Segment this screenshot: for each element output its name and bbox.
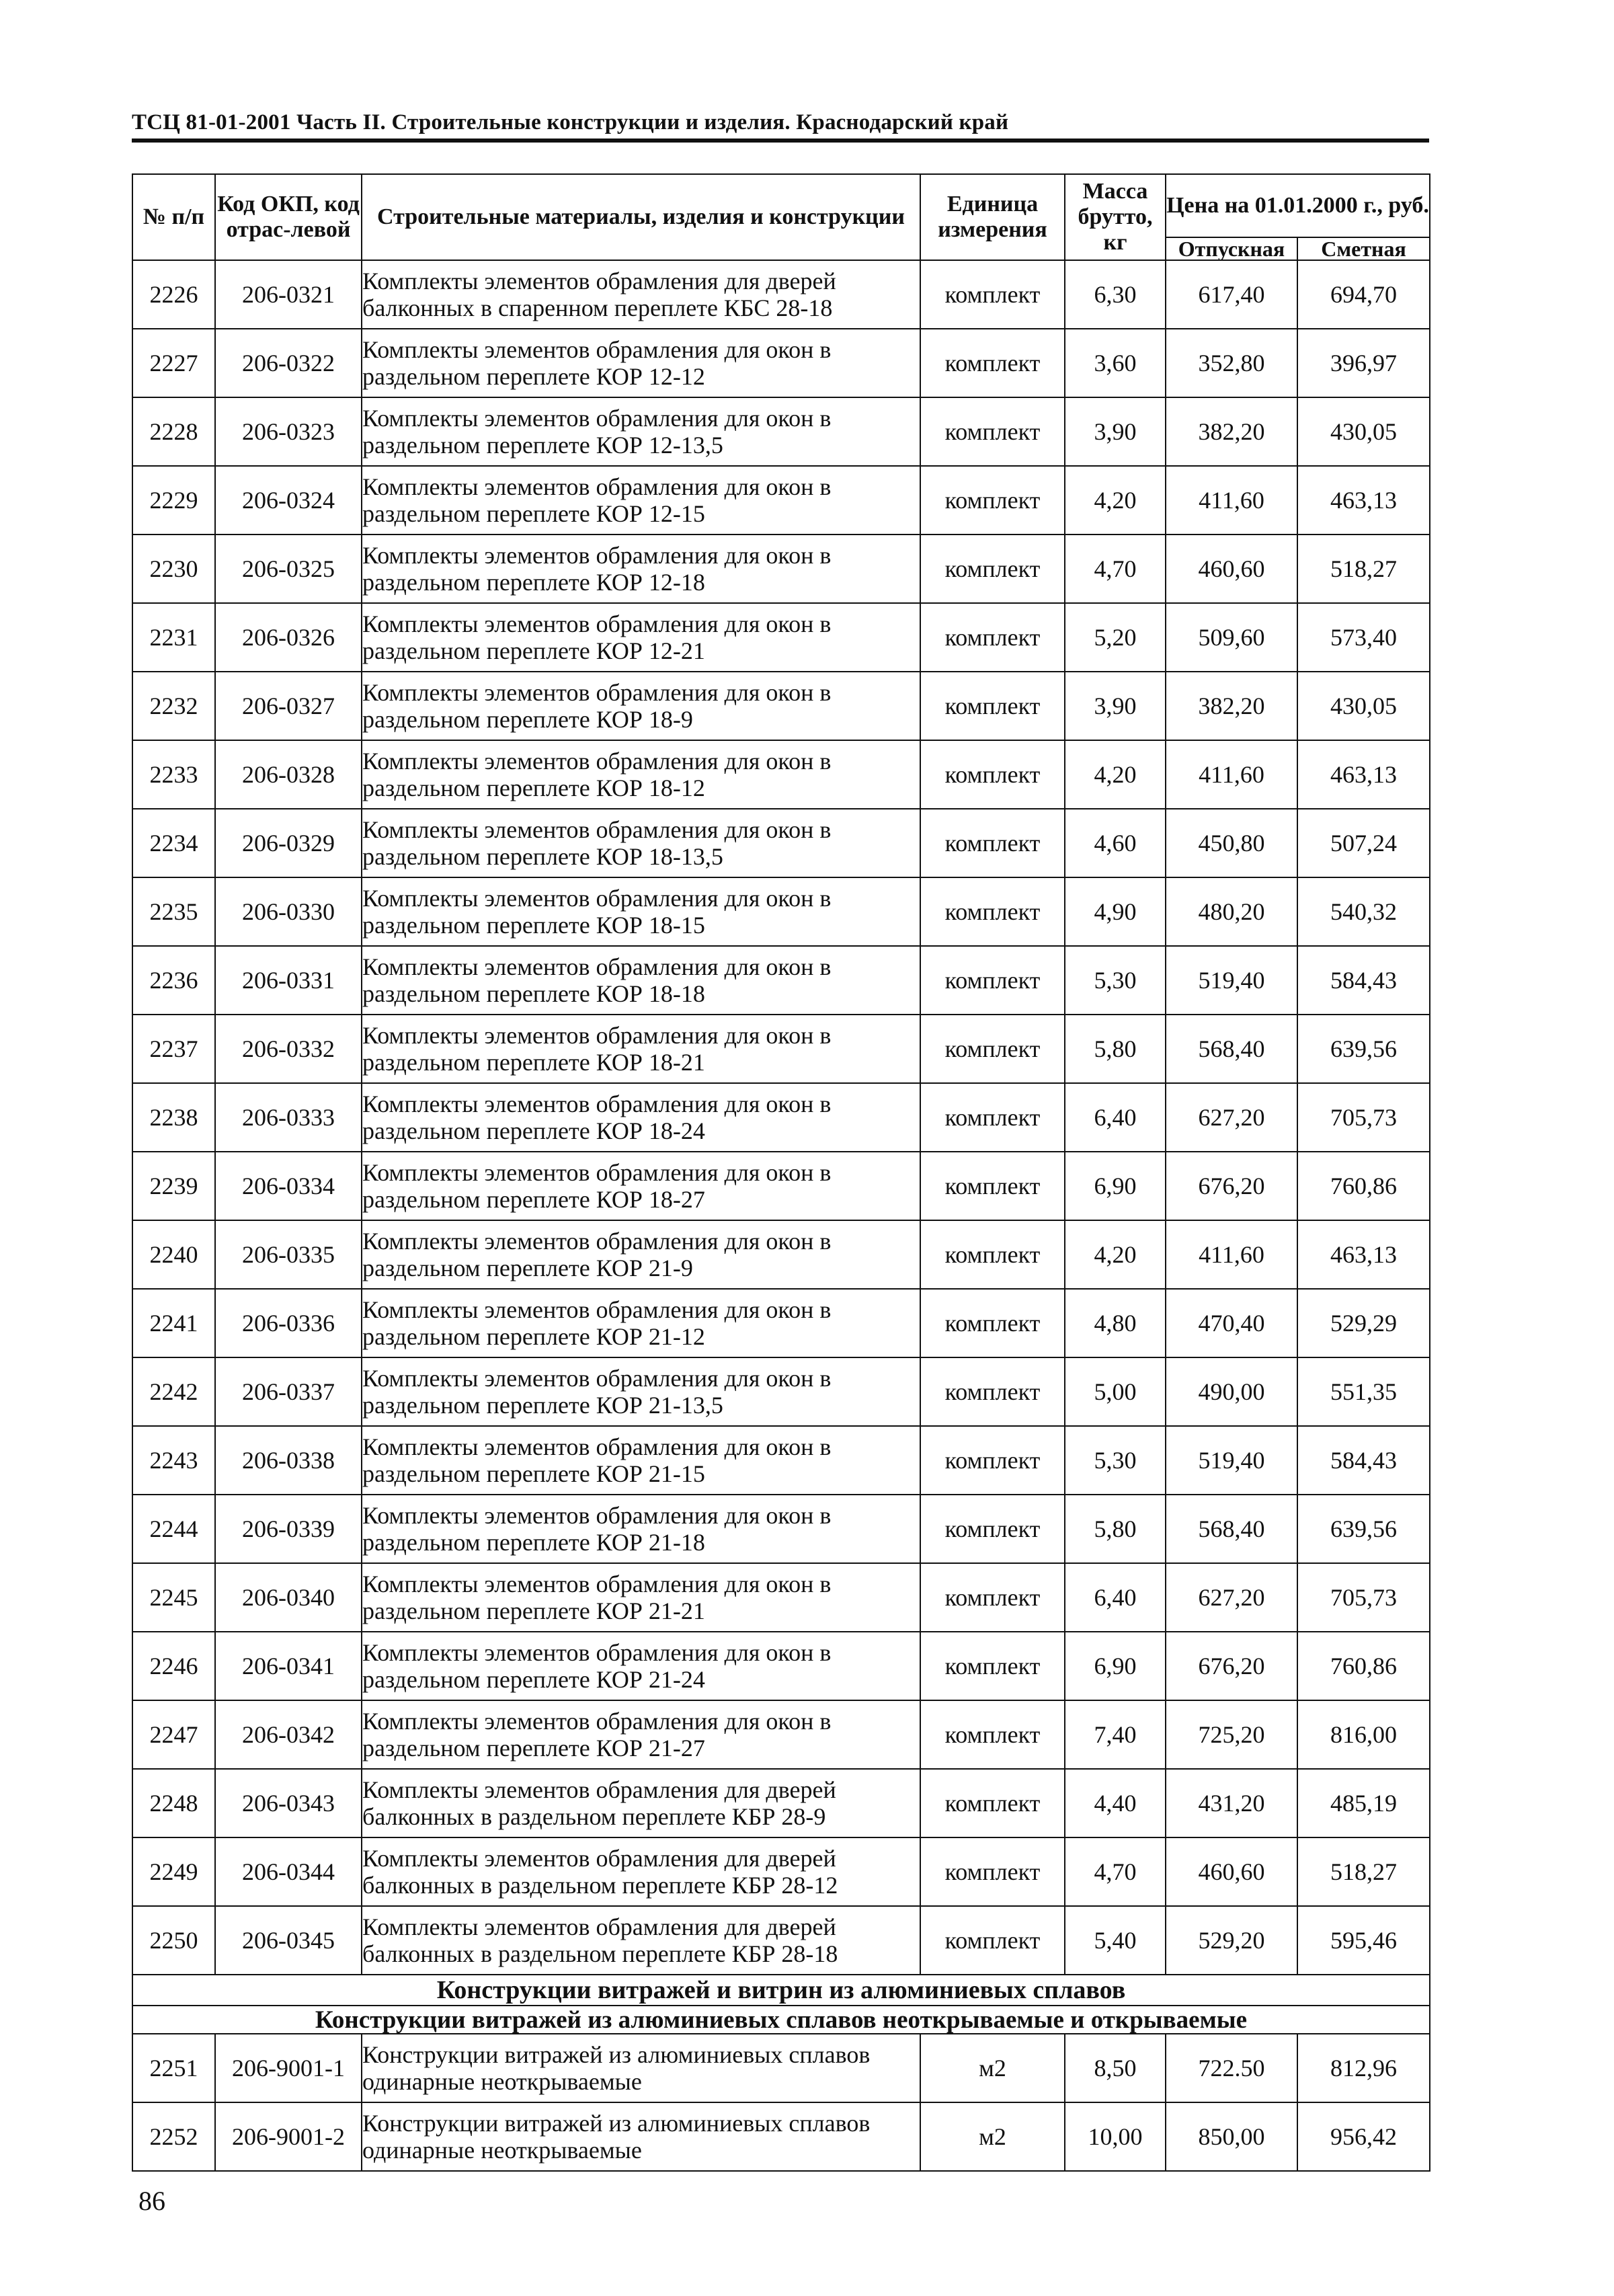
row-unit: комплект xyxy=(920,1632,1065,1700)
row-code: 206-0323 xyxy=(215,397,362,466)
row-mass: 3,90 xyxy=(1065,672,1166,740)
row-code: 206-0333 xyxy=(215,1083,362,1152)
row-mass: 5,80 xyxy=(1065,1495,1166,1563)
row-mass: 7,40 xyxy=(1065,1700,1166,1769)
col-header-release-price: Отпускная xyxy=(1166,237,1297,260)
row-code: 206-0324 xyxy=(215,466,362,535)
row-estimate-price: 551,35 xyxy=(1297,1357,1430,1426)
row-estimate-price: 463,13 xyxy=(1297,1220,1430,1289)
subsection-title: Конструкции витражей из алюминиевых сплавов неоткрываемые и открываемые xyxy=(132,2006,1430,2034)
row-unit: комплект xyxy=(920,397,1065,466)
row-code: 206-0341 xyxy=(215,1632,362,1700)
col-header-num: № п/п xyxy=(132,174,215,260)
row-estimate-price: 430,05 xyxy=(1297,672,1430,740)
row-code: 206-0325 xyxy=(215,535,362,603)
row-number: 2238 xyxy=(132,1083,215,1152)
row-code: 206-9001-2 xyxy=(215,2102,362,2171)
row-number: 2230 xyxy=(132,535,215,603)
row-name: Комплекты элементов обрамления для окон в раздельном переплете КОР 21-12 xyxy=(362,1289,920,1357)
row-name: Конструкции витражей из алюминиевых сплавов одинарные неоткрываемые xyxy=(362,2102,920,2171)
row-mass: 4,20 xyxy=(1065,1220,1166,1289)
row-number: 2251 xyxy=(132,2034,215,2102)
row-unit: комплект xyxy=(920,1015,1065,1083)
row-release-price: 431,20 xyxy=(1166,1769,1297,1837)
row-estimate-price: 518,27 xyxy=(1297,1837,1430,1906)
row-mass: 4,80 xyxy=(1065,1289,1166,1357)
row-unit: комплект xyxy=(920,1357,1065,1426)
row-unit: комплект xyxy=(920,1700,1065,1769)
row-code: 206-0338 xyxy=(215,1426,362,1495)
row-unit: комплект xyxy=(920,1906,1065,1975)
table-row xyxy=(132,1083,1430,1152)
table-row xyxy=(132,1700,1430,1769)
table-row xyxy=(132,1632,1430,1700)
row-mass: 5,00 xyxy=(1065,1357,1166,1426)
row-name: Комплекты элементов обрамления для окон в раздельном переплете КОР 21-9 xyxy=(362,1220,920,1289)
row-unit: комплект xyxy=(920,1152,1065,1220)
col-header-code: Код ОКП, код отрас-левой xyxy=(215,174,362,260)
row-estimate-price: 639,56 xyxy=(1297,1495,1430,1563)
row-mass: 6,40 xyxy=(1065,1563,1166,1632)
table-row xyxy=(132,809,1430,877)
table-row xyxy=(132,1152,1430,1220)
row-estimate-price: 956,42 xyxy=(1297,2102,1430,2171)
row-estimate-price: 816,00 xyxy=(1297,1700,1430,1769)
row-release-price: 568,40 xyxy=(1166,1015,1297,1083)
row-release-price: 382,20 xyxy=(1166,672,1297,740)
row-name: Комплекты элементов обрамления для окон в раздельном переплете КОР 21-18 xyxy=(362,1495,920,1563)
row-mass: 4,40 xyxy=(1065,1769,1166,1837)
row-release-price: 850,00 xyxy=(1166,2102,1297,2171)
row-release-price: 352,80 xyxy=(1166,329,1297,397)
row-mass: 10,00 xyxy=(1065,2102,1166,2171)
row-number: 2247 xyxy=(132,1700,215,1769)
row-name: Комплекты элементов обрамления для окон в раздельном переплете КОР 18-13,5 xyxy=(362,809,920,877)
row-code: 206-0342 xyxy=(215,1700,362,1769)
row-mass: 5,30 xyxy=(1065,1426,1166,1495)
row-estimate-price: 463,13 xyxy=(1297,466,1430,535)
row-release-price: 725,20 xyxy=(1166,1700,1297,1769)
row-number: 2244 xyxy=(132,1495,215,1563)
row-unit: комплект xyxy=(920,672,1065,740)
row-mass: 4,20 xyxy=(1065,740,1166,809)
row-mass: 4,70 xyxy=(1065,535,1166,603)
row-release-price: 480,20 xyxy=(1166,877,1297,946)
row-code: 206-0345 xyxy=(215,1906,362,1975)
row-release-price: 568,40 xyxy=(1166,1495,1297,1563)
row-mass: 5,30 xyxy=(1065,946,1166,1015)
row-name: Комплекты элементов обрамления для окон в раздельном переплете КОР 21-15 xyxy=(362,1426,920,1495)
row-mass: 4,70 xyxy=(1065,1837,1166,1906)
row-code: 206-0321 xyxy=(215,260,362,329)
row-estimate-price: 639,56 xyxy=(1297,1015,1430,1083)
row-estimate-price: 507,24 xyxy=(1297,809,1430,877)
row-mass: 3,90 xyxy=(1065,397,1166,466)
section-title: Конструкции витражей и витрин из алюминиевых сплавов xyxy=(132,1975,1430,2006)
row-estimate-price: 396,97 xyxy=(1297,329,1430,397)
row-number: 2234 xyxy=(132,809,215,877)
row-name: Комплекты элементов обрамления для окон в раздельном переплете КОР 18-15 xyxy=(362,877,920,946)
row-name: Комплекты элементов обрамления для окон в раздельном переплете КОР 21-27 xyxy=(362,1700,920,1769)
table-row xyxy=(132,1015,1430,1083)
row-code: 206-0344 xyxy=(215,1837,362,1906)
row-estimate-price: 760,86 xyxy=(1297,1152,1430,1220)
row-estimate-price: 573,40 xyxy=(1297,603,1430,672)
row-unit: комплект xyxy=(920,466,1065,535)
row-mass: 6,30 xyxy=(1065,260,1166,329)
row-number: 2239 xyxy=(132,1152,215,1220)
row-estimate-price: 518,27 xyxy=(1297,535,1430,603)
row-number: 2236 xyxy=(132,946,215,1015)
row-number: 2228 xyxy=(132,397,215,466)
row-mass: 6,40 xyxy=(1065,1083,1166,1152)
row-name: Комплекты элементов обрамления для дверей балконных в раздельном переплете КБР 28-12 xyxy=(362,1837,920,1906)
row-number: 2227 xyxy=(132,329,215,397)
row-unit: комплект xyxy=(920,877,1065,946)
row-mass: 3,60 xyxy=(1065,329,1166,397)
table-row xyxy=(132,1220,1430,1289)
row-release-price: 676,20 xyxy=(1166,1632,1297,1700)
row-unit: комплект xyxy=(920,1220,1065,1289)
row-mass: 5,20 xyxy=(1065,603,1166,672)
col-header-price: Цена на 01.01.2000 г., руб. xyxy=(1166,174,1430,237)
row-estimate-price: 430,05 xyxy=(1297,397,1430,466)
row-number: 2233 xyxy=(132,740,215,809)
row-name: Комплекты элементов обрамления для дверей балконных в спаренном переплете КБС 28-18 xyxy=(362,260,920,329)
row-name: Комплекты элементов обрамления для окон в раздельном переплете КОР 12-15 xyxy=(362,466,920,535)
row-unit: комплект xyxy=(920,740,1065,809)
row-number: 2246 xyxy=(132,1632,215,1700)
table-row xyxy=(132,1837,1430,1906)
row-name: Комплекты элементов обрамления для окон в раздельном переплете КОР 21-13,5 xyxy=(362,1357,920,1426)
row-estimate-price: 694,70 xyxy=(1297,260,1430,329)
row-release-price: 676,20 xyxy=(1166,1152,1297,1220)
row-estimate-price: 705,73 xyxy=(1297,1563,1430,1632)
table-row xyxy=(132,603,1430,672)
row-number: 2232 xyxy=(132,672,215,740)
table-row xyxy=(132,1426,1430,1495)
table-row xyxy=(132,535,1430,603)
row-unit: комплект xyxy=(920,1083,1065,1152)
row-mass: 6,90 xyxy=(1065,1152,1166,1220)
row-unit: комплект xyxy=(920,1289,1065,1357)
row-estimate-price: 485,19 xyxy=(1297,1769,1430,1837)
row-number: 2248 xyxy=(132,1769,215,1837)
row-estimate-price: 705,73 xyxy=(1297,1083,1430,1152)
row-code: 206-0339 xyxy=(215,1495,362,1563)
table-row xyxy=(132,877,1430,946)
row-code: 206-0327 xyxy=(215,672,362,740)
row-number: 2252 xyxy=(132,2102,215,2171)
row-code: 206-0334 xyxy=(215,1152,362,1220)
table-row xyxy=(132,1289,1430,1357)
row-number: 2235 xyxy=(132,877,215,946)
row-release-price: 470,40 xyxy=(1166,1289,1297,1357)
page-number: 86 xyxy=(138,2186,165,2216)
row-number: 2250 xyxy=(132,1906,215,1975)
row-unit: комплект xyxy=(920,260,1065,329)
row-release-price: 529,20 xyxy=(1166,1906,1297,1975)
row-code: 206-0328 xyxy=(215,740,362,809)
row-name: Комплекты элементов обрамления для окон в раздельном переплете КОР 12-18 xyxy=(362,535,920,603)
row-estimate-price: 584,43 xyxy=(1297,946,1430,1015)
row-name: Комплекты элементов обрамления для окон в раздельном переплете КОР 21-21 xyxy=(362,1563,920,1632)
row-name: Комплекты элементов обрамления для окон в раздельном переплете КОР 18-24 xyxy=(362,1083,920,1152)
row-mass: 8,50 xyxy=(1065,2034,1166,2102)
row-release-price: 460,60 xyxy=(1166,1837,1297,1906)
row-release-price: 411,60 xyxy=(1166,466,1297,535)
table-row xyxy=(132,1906,1430,1975)
table-row xyxy=(132,2102,1430,2171)
row-release-price: 519,40 xyxy=(1166,946,1297,1015)
row-mass: 6,90 xyxy=(1065,1632,1166,1700)
table-row xyxy=(132,1495,1430,1563)
row-number: 2249 xyxy=(132,1837,215,1906)
col-header-mass: Масса брутто, кг xyxy=(1065,174,1166,260)
row-estimate-price: 760,86 xyxy=(1297,1632,1430,1700)
table-row xyxy=(132,397,1430,466)
row-unit: комплект xyxy=(920,1495,1065,1563)
row-number: 2231 xyxy=(132,603,215,672)
row-code: 206-0343 xyxy=(215,1769,362,1837)
row-code: 206-0331 xyxy=(215,946,362,1015)
row-name: Комплекты элементов обрамления для окон в раздельном переплете КОР 21-24 xyxy=(362,1632,920,1700)
row-estimate-price: 584,43 xyxy=(1297,1426,1430,1495)
row-unit: м2 xyxy=(920,2034,1065,2102)
row-release-price: 617,40 xyxy=(1166,260,1297,329)
row-release-price: 519,40 xyxy=(1166,1426,1297,1495)
table-row xyxy=(132,2034,1430,2102)
row-release-price: 490,00 xyxy=(1166,1357,1297,1426)
row-number: 2237 xyxy=(132,1015,215,1083)
row-mass: 5,40 xyxy=(1065,1906,1166,1975)
row-code: 206-0330 xyxy=(215,877,362,946)
row-code: 206-0322 xyxy=(215,329,362,397)
row-unit: комплект xyxy=(920,1769,1065,1837)
row-name: Комплекты элементов обрамления для окон в раздельном переплете КОР 18-18 xyxy=(362,946,920,1015)
table-row xyxy=(132,946,1430,1015)
row-code: 206-0329 xyxy=(215,809,362,877)
row-estimate-price: 540,32 xyxy=(1297,877,1430,946)
table-body-2 xyxy=(132,2034,1430,2171)
row-mass: 5,80 xyxy=(1065,1015,1166,1083)
price-table xyxy=(132,173,1430,2172)
row-unit: комплект xyxy=(920,1837,1065,1906)
row-name: Комплекты элементов обрамления для дверей балконных в раздельном переплете КБР 28-18 xyxy=(362,1906,920,1975)
row-number: 2241 xyxy=(132,1289,215,1357)
table-row xyxy=(132,1357,1430,1426)
table-row xyxy=(132,329,1430,397)
running-header: ТСЦ 81-01-2001 Часть II. Строительные конструкции и изделия. Краснодарский край xyxy=(132,110,1009,134)
table-row xyxy=(132,1563,1430,1632)
row-name: Конструкции витражей из алюминиевых сплавов одинарные неоткрываемые xyxy=(362,2034,920,2102)
row-unit: комплект xyxy=(920,1563,1065,1632)
row-name: Комплекты элементов обрамления для окон в раздельном переплете КОР 12-21 xyxy=(362,603,920,672)
row-release-price: 460,60 xyxy=(1166,535,1297,603)
subsection-row xyxy=(132,2006,1430,2034)
row-mass: 4,90 xyxy=(1065,877,1166,946)
row-release-price: 382,20 xyxy=(1166,397,1297,466)
row-name: Комплекты элементов обрамления для дверей балконных в раздельном переплете КБР 28-9 xyxy=(362,1769,920,1837)
row-unit: комплект xyxy=(920,809,1065,877)
row-release-price: 411,60 xyxy=(1166,740,1297,809)
row-name: Комплекты элементов обрамления для окон в раздельном переплете КОР 12-12 xyxy=(362,329,920,397)
row-estimate-price: 812,96 xyxy=(1297,2034,1430,2102)
row-release-price: 627,20 xyxy=(1166,1563,1297,1632)
row-unit: комплект xyxy=(920,329,1065,397)
row-unit: комплект xyxy=(920,1426,1065,1495)
row-release-price: 411,60 xyxy=(1166,1220,1297,1289)
row-name: Комплекты элементов обрамления для окон в раздельном переплете КОР 18-27 xyxy=(362,1152,920,1220)
row-code: 206-0337 xyxy=(215,1357,362,1426)
header-rule xyxy=(132,138,1429,143)
row-number: 2226 xyxy=(132,260,215,329)
row-estimate-price: 463,13 xyxy=(1297,740,1430,809)
row-code: 206-0335 xyxy=(215,1220,362,1289)
row-unit: м2 xyxy=(920,2102,1065,2171)
row-number: 2243 xyxy=(132,1426,215,1495)
row-release-price: 627,20 xyxy=(1166,1083,1297,1152)
row-release-price: 509,60 xyxy=(1166,603,1297,672)
row-unit: комплект xyxy=(920,535,1065,603)
row-number: 2242 xyxy=(132,1357,215,1426)
table-row xyxy=(132,740,1430,809)
row-code: 206-9001-1 xyxy=(215,2034,362,2102)
row-name: Комплекты элементов обрамления для окон в раздельном переплете КОР 12-13,5 xyxy=(362,397,920,466)
row-number: 2240 xyxy=(132,1220,215,1289)
table-row xyxy=(132,672,1430,740)
col-header-unit: Единица измерения xyxy=(920,174,1065,260)
row-mass: 4,60 xyxy=(1065,809,1166,877)
row-code: 206-0332 xyxy=(215,1015,362,1083)
row-code: 206-0336 xyxy=(215,1289,362,1357)
row-mass: 4,20 xyxy=(1065,466,1166,535)
table-row xyxy=(132,1769,1430,1837)
col-header-name: Строительные материалы, изделия и конструкции xyxy=(362,174,920,260)
row-name: Комплекты элементов обрамления для окон в раздельном переплете КОР 18-9 xyxy=(362,672,920,740)
row-unit: комплект xyxy=(920,946,1065,1015)
table-row xyxy=(132,260,1430,329)
section-row xyxy=(132,1975,1430,2006)
row-estimate-price: 529,29 xyxy=(1297,1289,1430,1357)
row-release-price: 722.50 xyxy=(1166,2034,1297,2102)
row-code: 206-0340 xyxy=(215,1563,362,1632)
row-name: Комплекты элементов обрамления для окон в раздельном переплете КОР 18-12 xyxy=(362,740,920,809)
row-code: 206-0326 xyxy=(215,603,362,672)
table-row xyxy=(132,466,1430,535)
row-release-price: 450,80 xyxy=(1166,809,1297,877)
row-number: 2245 xyxy=(132,1563,215,1632)
row-name: Комплекты элементов обрамления для окон в раздельном переплете КОР 18-21 xyxy=(362,1015,920,1083)
row-number: 2229 xyxy=(132,466,215,535)
row-unit: комплект xyxy=(920,603,1065,672)
row-estimate-price: 595,46 xyxy=(1297,1906,1430,1975)
table-body xyxy=(132,260,1430,1975)
col-header-estimate-price: Сметная xyxy=(1297,237,1430,260)
